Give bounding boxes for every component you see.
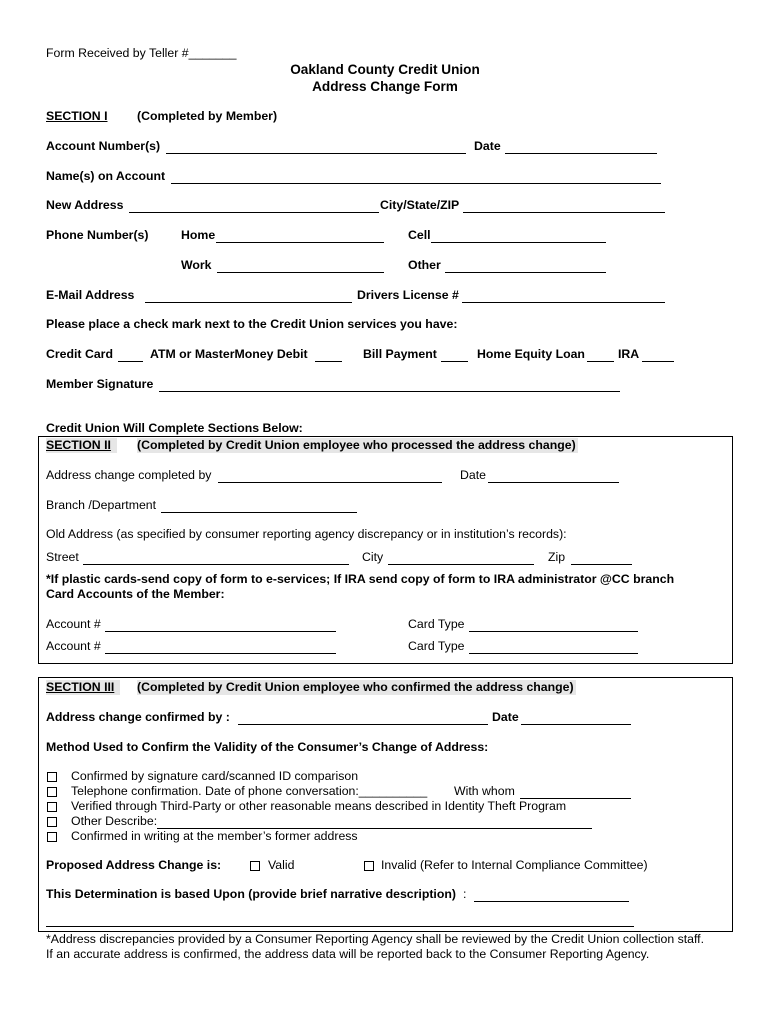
account-numbers-field[interactable] bbox=[166, 141, 466, 154]
street-field[interactable] bbox=[83, 552, 349, 565]
branch-label: Branch /Department bbox=[46, 498, 157, 512]
method-5-checkbox[interactable] bbox=[47, 832, 57, 842]
determination-label: This Determination is based Upon (provide brief narrative description) bbox=[46, 887, 456, 901]
completed-by-label: Address change completed by bbox=[46, 468, 212, 482]
zip-label: Zip bbox=[548, 550, 566, 564]
method-2-label: Telephone confirmation. Date of phone conversation:__________ bbox=[71, 784, 428, 798]
other-phone-field[interactable] bbox=[445, 260, 606, 273]
email-address-label: E-Mail Address bbox=[46, 288, 135, 302]
drivers-license-label: Drivers License # bbox=[357, 288, 459, 302]
work-phone-label: Work bbox=[181, 258, 212, 272]
method-4-label: Other Describe: bbox=[71, 814, 158, 828]
invalid-label: Invalid (Refer to Internal Compliance Committee) bbox=[381, 858, 648, 872]
zip-field[interactable] bbox=[571, 552, 632, 565]
street-label: Street bbox=[46, 550, 79, 564]
bill-payment-check[interactable] bbox=[441, 349, 468, 362]
card-type-2-field[interactable] bbox=[469, 641, 638, 654]
credit-card-label: Credit Card bbox=[46, 347, 113, 361]
new-address-label: New Address bbox=[46, 198, 124, 212]
card-accounts-heading: Card Accounts of the Member: bbox=[46, 587, 225, 601]
teller-received-label: Form Received by Teller #_______ bbox=[46, 46, 237, 60]
confirmed-by-field[interactable] bbox=[238, 712, 488, 725]
section3-date-label: Date bbox=[492, 710, 519, 724]
valid-checkbox[interactable] bbox=[250, 861, 260, 871]
method-1-checkbox[interactable] bbox=[47, 772, 57, 782]
member-signature-field[interactable] bbox=[159, 379, 620, 392]
email-address-field[interactable] bbox=[145, 290, 352, 303]
phone-numbers-label: Phone Number(s) bbox=[46, 228, 149, 242]
other-phone-label: Other bbox=[408, 258, 441, 272]
determination-colon: : bbox=[463, 887, 467, 901]
section2-label: SECTION II bbox=[46, 438, 117, 453]
card-type-1-field[interactable] bbox=[469, 619, 638, 632]
section1-desc: (Completed by Member) bbox=[137, 109, 278, 123]
section2-date-label: Date bbox=[460, 468, 486, 482]
branch-field[interactable] bbox=[161, 500, 357, 513]
proposed-change-label: Proposed Address Change is: bbox=[46, 858, 222, 872]
account-2-label: Account # bbox=[46, 639, 101, 653]
completed-by-field[interactable] bbox=[218, 470, 442, 483]
method-2-checkbox[interactable] bbox=[47, 787, 57, 797]
city-state-zip-label: City/State/ZIP bbox=[380, 198, 460, 212]
section3-date-field[interactable] bbox=[521, 712, 631, 725]
plastic-cards-note: *If plastic cards-send copy of form to e-services; If IRA send copy of form to IRA administrator @CC branch bbox=[46, 572, 675, 586]
home-equity-check[interactable] bbox=[587, 349, 614, 362]
date-label: Date bbox=[474, 139, 501, 153]
cell-phone-label: Cell bbox=[408, 228, 431, 242]
work-phone-field[interactable] bbox=[217, 260, 384, 273]
account-2-field[interactable] bbox=[105, 641, 336, 654]
valid-label: Valid bbox=[268, 858, 295, 872]
card-type-1-label: Card Type bbox=[408, 617, 465, 631]
ira-label: IRA bbox=[618, 347, 640, 361]
form-title-org: Oakland County Credit Union bbox=[290, 62, 480, 77]
names-on-account-label: Name(s) on Account bbox=[46, 169, 166, 183]
confirmed-by-label: Address change confirmed by : bbox=[46, 710, 230, 724]
section2-desc: (Completed by Credit Union employee who processed the address change) bbox=[137, 438, 576, 452]
method-4-checkbox[interactable] bbox=[47, 817, 57, 827]
footer-note-line1: *Address discrepancies provided by a Consumer Reporting Agency shall be reviewed by the Credit Union collection staff. bbox=[46, 932, 705, 946]
home-phone-label: Home bbox=[181, 228, 216, 242]
method-5-label: Confirmed in writing at the member’s former address bbox=[71, 829, 358, 843]
method-3-label: Verified through Third-Party or other reasonable means described in Identity Theft Program bbox=[71, 799, 567, 813]
services-prompt: Please place a check mark next to the Credit Union services you have: bbox=[46, 317, 458, 331]
other-describe-field[interactable] bbox=[157, 816, 592, 829]
city-label: City bbox=[362, 550, 384, 564]
invalid-checkbox[interactable] bbox=[364, 861, 374, 871]
method-1-label: Confirmed by signature card/scanned ID comparison bbox=[71, 769, 359, 783]
card-type-2-label: Card Type bbox=[408, 639, 465, 653]
atm-check[interactable] bbox=[315, 349, 342, 362]
section3-desc: (Completed by Credit Union employee who confirmed the address change) bbox=[137, 680, 574, 694]
method-3-checkbox[interactable] bbox=[47, 802, 57, 812]
method-title: Method Used to Confirm the Validity of the Consumer’s Change of Address: bbox=[46, 740, 489, 754]
account-1-label: Account # bbox=[46, 617, 101, 631]
names-on-account-field[interactable] bbox=[171, 171, 661, 184]
ira-check[interactable] bbox=[642, 349, 674, 362]
city-state-zip-field[interactable] bbox=[463, 200, 665, 213]
section3-label: SECTION III bbox=[46, 680, 120, 695]
footer-note-line2: If an accurate address is confirmed, the address data will be reported back to the Consumer Reporting Agency. bbox=[46, 947, 650, 961]
credit-card-check[interactable] bbox=[118, 349, 143, 362]
bill-payment-label: Bill Payment bbox=[363, 347, 437, 361]
home-equity-label: Home Equity Loan bbox=[477, 347, 585, 361]
atm-label: ATM or MasterMoney Debit bbox=[150, 347, 308, 361]
date-field[interactable] bbox=[505, 141, 657, 154]
section1-label: SECTION I bbox=[46, 109, 108, 123]
city-field[interactable] bbox=[388, 552, 534, 565]
account-numbers-label: Account Number(s) bbox=[46, 139, 161, 153]
section2-date-field[interactable] bbox=[488, 470, 619, 483]
new-address-field[interactable] bbox=[129, 200, 379, 213]
account-1-field[interactable] bbox=[105, 619, 336, 632]
drivers-license-field[interactable] bbox=[462, 290, 665, 303]
home-phone-field[interactable] bbox=[216, 230, 384, 243]
cell-phone-field[interactable] bbox=[431, 230, 606, 243]
with-whom-field[interactable] bbox=[520, 786, 631, 799]
member-signature-label: Member Signature bbox=[46, 377, 154, 391]
old-address-label: Old Address (as specified by consumer reporting agency discrepancy or in institution’s records): bbox=[46, 527, 567, 541]
determination-field[interactable] bbox=[474, 889, 629, 902]
with-whom-label: With whom bbox=[454, 784, 515, 798]
cu-complete-heading: Credit Union Will Complete Sections Below: bbox=[46, 421, 303, 435]
form-title: Address Change Form bbox=[312, 79, 458, 94]
determination-field-line-2[interactable] bbox=[46, 914, 634, 927]
